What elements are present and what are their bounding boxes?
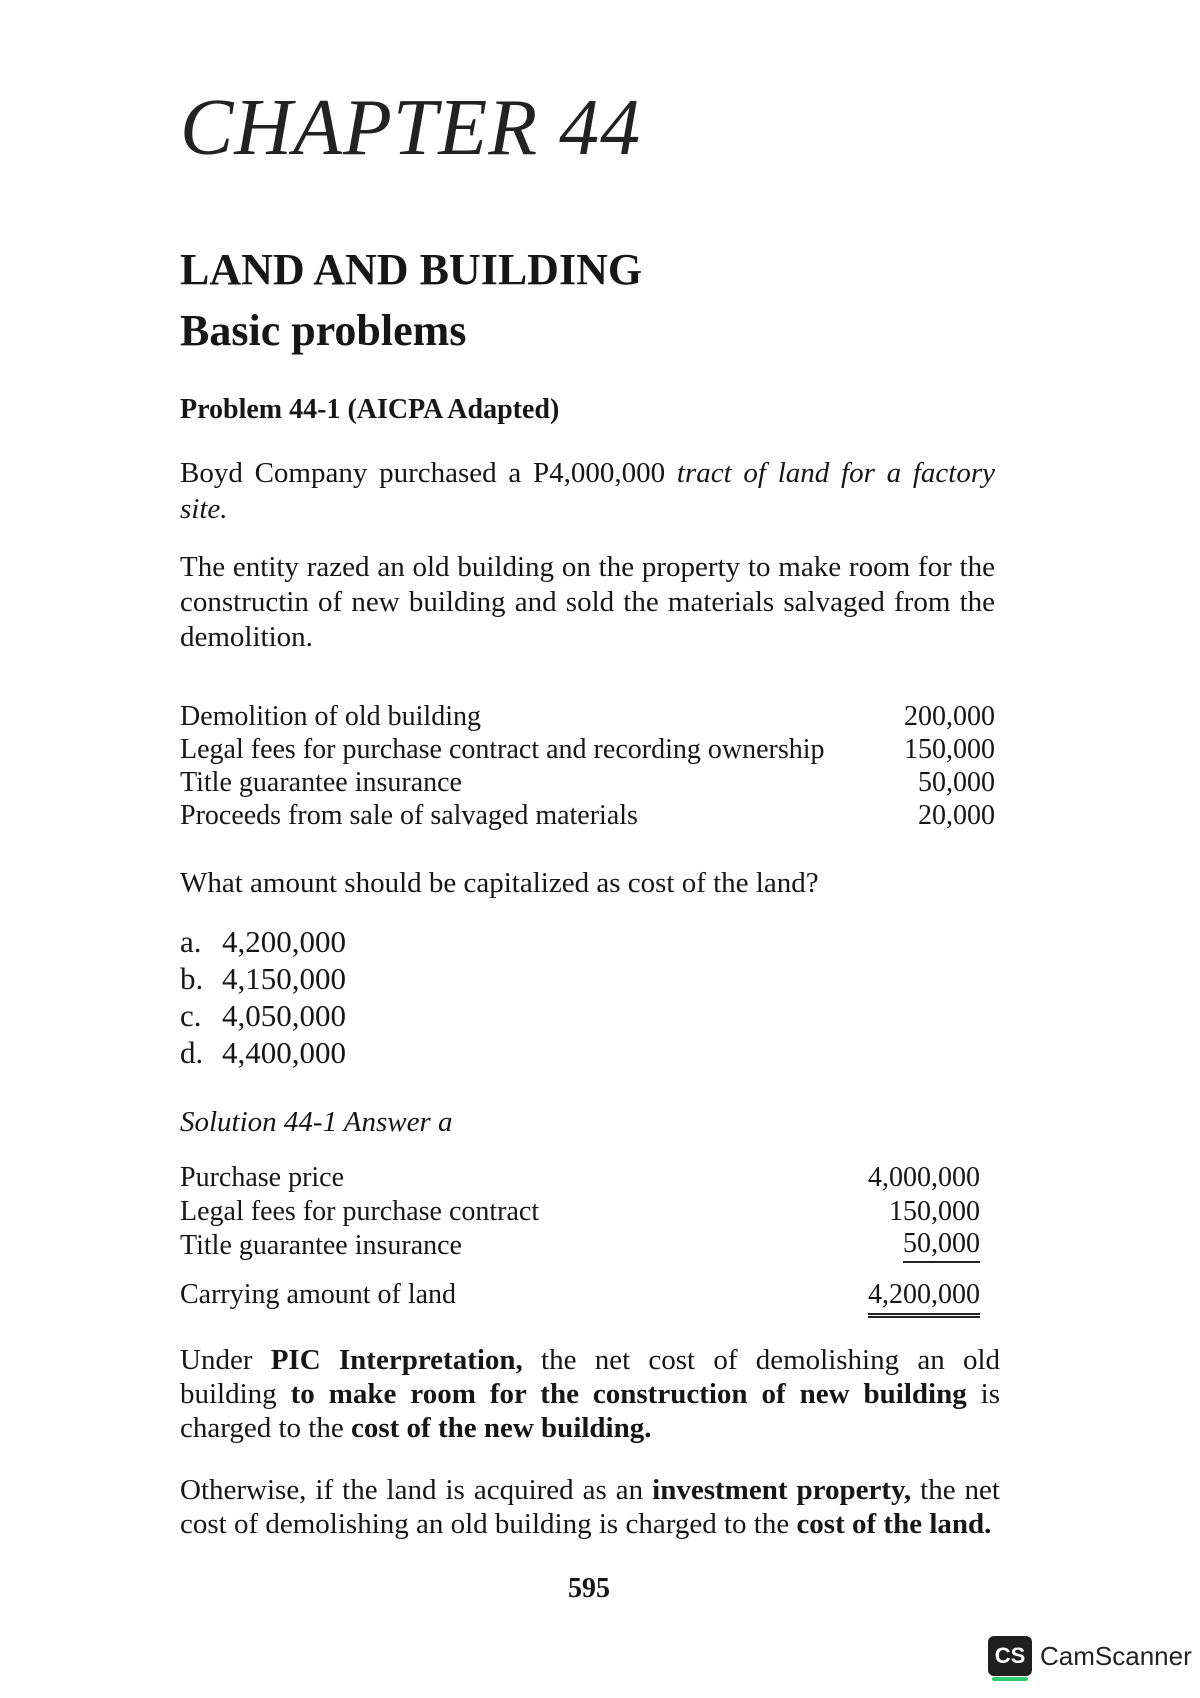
section-title: LAND AND BUILDING [180, 245, 643, 294]
total-amount: 4,200,000 [868, 1279, 980, 1318]
list-item [180, 1229, 980, 1263]
choice-a [180, 923, 346, 960]
camscanner-logo-icon: CS [988, 1636, 1032, 1676]
note-text: Under [180, 1344, 271, 1376]
note-text: the net cost of demolishing an old building is charged to the [180, 1474, 1000, 1540]
note-text: Otherwise, if the land is acquired as an [180, 1474, 653, 1506]
answer-choices [180, 923, 346, 1071]
question-text: What amount should be capitalized as cost of the land? [180, 867, 819, 899]
note-text: is charged to the [180, 1378, 1001, 1444]
section-subtitle: Basic problems [180, 306, 467, 355]
item-label: Purchase price [180, 1162, 345, 1193]
choice-letter: d. [180, 1035, 204, 1070]
item-amount: 50,000 [903, 1229, 980, 1263]
solution-heading: Solution 44-1 Answer a [180, 1106, 453, 1138]
watermark-text: CamScanner [1040, 1640, 1192, 1671]
item-label: Legal fees for purchase contract [180, 1196, 540, 1227]
item-amount: 150,000 [904, 734, 995, 765]
choice-value: 4,400,000 [222, 1035, 346, 1070]
item-label: Demolition of old building [180, 701, 481, 732]
list-item [180, 799, 995, 832]
choice-value: 4,200,000 [222, 924, 346, 959]
choice-value: 4,150,000 [222, 961, 346, 996]
item-label: Title guarantee insurance [180, 767, 462, 798]
choice-letter: a. [180, 924, 202, 959]
item-amount: 20,000 [918, 800, 995, 831]
item-amount: 200,000 [904, 701, 995, 732]
item-amount: 50,000 [918, 767, 995, 798]
list-item [180, 1195, 980, 1229]
note-bold: investment property, [652, 1474, 912, 1506]
note-text: the net cost of demolishing an old building [180, 1344, 1000, 1410]
item-label: Title guarantee insurance [180, 1230, 462, 1261]
investment-property-note [180, 1473, 1000, 1541]
choice-letter: c. [180, 998, 202, 1033]
solution-total-row [180, 1279, 980, 1318]
interpretation-note [180, 1343, 1000, 1445]
list-item [180, 700, 995, 733]
note-bold: PIC Interpretation, [270, 1344, 523, 1376]
page-number: 595 [568, 1573, 610, 1604]
problem-heading: Problem 44-1 (AICPA Adapted) [180, 394, 560, 425]
note-bold: cost of the new building. [350, 1412, 652, 1444]
choice-value: 4,050,000 [222, 998, 346, 1033]
camscanner-watermark [988, 1636, 1192, 1676]
list-item [180, 733, 995, 766]
problem-items-list [180, 700, 995, 832]
list-item [180, 766, 995, 799]
problem-paragraph-1-text: Boyd Company purchased a P4,000,000 [180, 457, 677, 489]
item-label: Legal fees for purchase contract and recording ownership [180, 734, 825, 765]
solution-items-list [180, 1161, 980, 1318]
problem-paragraph-1 [180, 455, 995, 527]
item-amount: 4,000,000 [868, 1162, 980, 1193]
problem-paragraph-1-italic: tract of land for a factory site. [180, 457, 996, 525]
problem-paragraph-2: The entity razed an old building on the property to make room for the constructin of new building and sold the materials salvaged from the demolition. [180, 551, 995, 653]
item-label: Proceeds from sale of salvaged materials [180, 800, 638, 831]
item-amount: 150,000 [889, 1196, 980, 1227]
note-bold: cost of the land. [796, 1508, 992, 1540]
list-item [180, 1161, 980, 1195]
note-bold: to make room for the construction of new building [290, 1378, 967, 1410]
choice-b [180, 960, 346, 997]
total-label: Carrying amount of land [180, 1279, 457, 1310]
choice-letter: b. [180, 961, 204, 996]
choice-d [180, 1034, 346, 1071]
choice-c [180, 997, 346, 1034]
chapter-title: CHAPTER 44 [180, 84, 642, 172]
